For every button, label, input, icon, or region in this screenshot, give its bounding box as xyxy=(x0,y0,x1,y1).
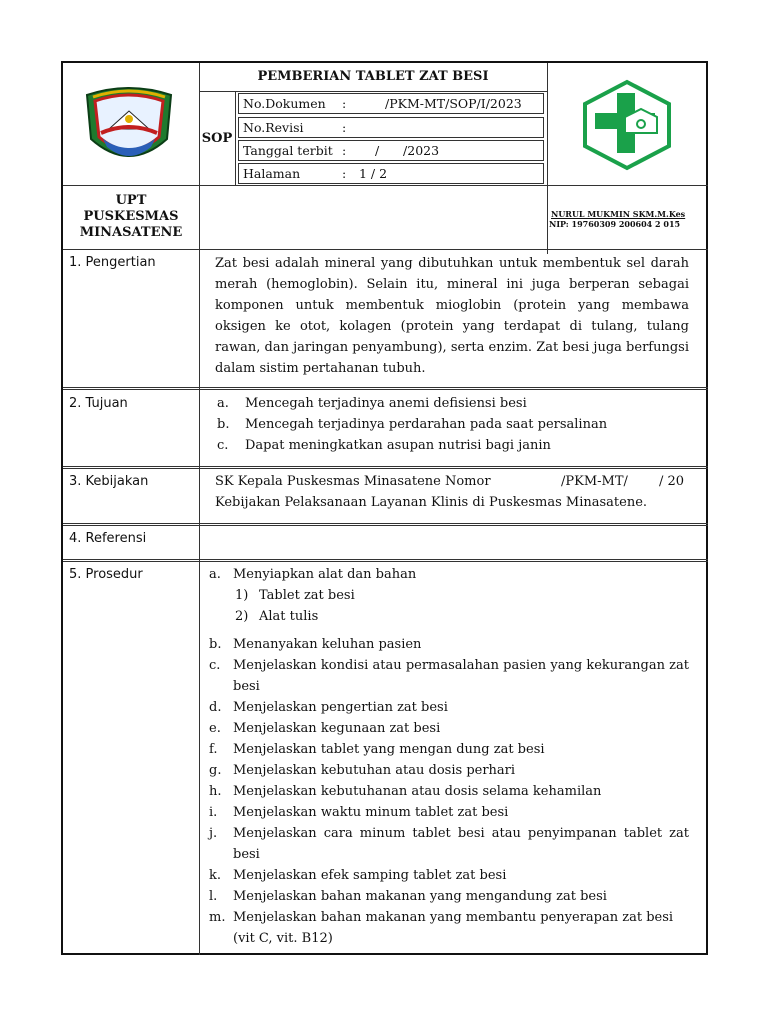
halaman-row: Halaman : 1 / 2 xyxy=(238,163,544,184)
puskesmas-cross-icon xyxy=(579,79,675,171)
prosedur-item: j. Menjelaskan cara minum tablet besi atau penyimpanan tablet zat besi xyxy=(209,826,689,862)
prosedur-item: m. Menjelaskan bahan makanan yang membantu penyerapan zat besi (vit C, vit. B12) xyxy=(209,910,674,946)
tujuan-item: c. Dapat meningkatkan asupan nutrisi bagi janin xyxy=(217,438,551,453)
tanggal-terbit-label: Tanggal terbit xyxy=(243,143,333,158)
kebijakan-line1: SK Kepala Puskesmas Minasatene Nomor /PKM-MT/ / 20 xyxy=(215,474,685,489)
no-dokumen-value: /PKM-MT/SOP/I/2023 xyxy=(385,96,522,111)
section-label-referensi: 4. Referensi xyxy=(69,531,147,546)
halaman-value: 1 / 2 xyxy=(359,166,388,181)
prosedur-item: f. Menjelaskan tablet yang mengan dung zat besi xyxy=(209,742,545,757)
prosedur-item: a. Menyiapkan alat dan bahan xyxy=(209,567,417,582)
regional-emblem-icon xyxy=(79,81,179,169)
organization-name: UPT PUSKESMAS MINASATENE xyxy=(79,193,183,240)
section-label-kebijakan: 3. Kebijakan xyxy=(69,474,149,489)
pengertian-text: Zat besi adalah mineral yang dibutuhkan untuk membentuk sel darah merah (hemoglobin). Selain itu, mineral ini juga berperan sebagai komponen untuk membentuk mioglobin (protein yang membawa oksigen ke otot, kolagen (protein yang terdapat di tulang, tulang rawan, dan jaringan penyambung), serta enzim. Zat besi juga berfungsi dalam sistim pertahanan tubuh. xyxy=(215,256,689,376)
section-label-prosedur: 5. Prosedur xyxy=(69,567,143,582)
prosedur-item: i. Menjelaskan waktu minum tablet zat besi xyxy=(209,805,509,820)
halaman-label: Halaman xyxy=(243,166,301,181)
sop-document xyxy=(61,61,708,955)
prosedur-item: d. Menjelaskan pengertian zat besi xyxy=(209,700,448,715)
tanggal-terbit-value: / /2023 xyxy=(375,143,440,158)
signer-name: NURUL MUKMIN SKM.M.Kes xyxy=(551,209,686,219)
prosedur-item: k. Menjelaskan efek samping tablet zat besi xyxy=(209,868,507,883)
no-dokumen-label: No.Dokumen xyxy=(243,96,326,111)
document-title: PEMBERIAN TABLET ZAT BESI xyxy=(257,69,489,84)
signer-nip: NIP: 19760309 200604 2 015 xyxy=(549,219,681,229)
prosedur-item: h. Menjelaskan kebutuhanan atau dosis selama kehamilan xyxy=(209,784,602,799)
prosedur-item: e. Menjelaskan kegunaan zat besi xyxy=(209,721,441,736)
prosedur-item: c. Menjelaskan kondisi atau permasalahan pasien yang kekurangan zat besi xyxy=(209,658,689,694)
tujuan-item: b. Mencegah terjadinya perdarahan pada saat persalinan xyxy=(217,417,608,432)
prosedur-sub-item: 2) Alat tulis xyxy=(235,609,319,624)
no-dokumen-row: No.Dokumen : /PKM-MT/SOP/I/2023 xyxy=(238,93,544,114)
no-revisi-row: No.Revisi : xyxy=(238,117,544,138)
prosedur-sub-item: 1) Tablet zat besi xyxy=(235,588,355,603)
section-label-pengertian: 1. Pengertian xyxy=(69,255,156,270)
sop-label: SOP xyxy=(201,131,233,146)
prosedur-item: g. Menjelaskan kebutuhan atau dosis perhari xyxy=(209,763,516,778)
tujuan-item: a. Mencegah terjadinya anemi defisiensi besi xyxy=(217,396,527,411)
prosedur-item: b. Menanyakan keluhan pasien xyxy=(209,637,422,652)
no-revisi-label: No.Revisi xyxy=(243,120,304,135)
section-label-tujuan: 2. Tujuan xyxy=(69,396,128,411)
tanggal-terbit-row: Tanggal terbit : / /2023 xyxy=(238,140,544,161)
prosedur-item: l. Menjelaskan bahan makanan yang mengandung zat besi xyxy=(209,889,607,904)
kebijakan-line2: Kebijakan Pelaksanaan Layanan Klinis di Puskesmas Minasatene. xyxy=(215,495,648,510)
